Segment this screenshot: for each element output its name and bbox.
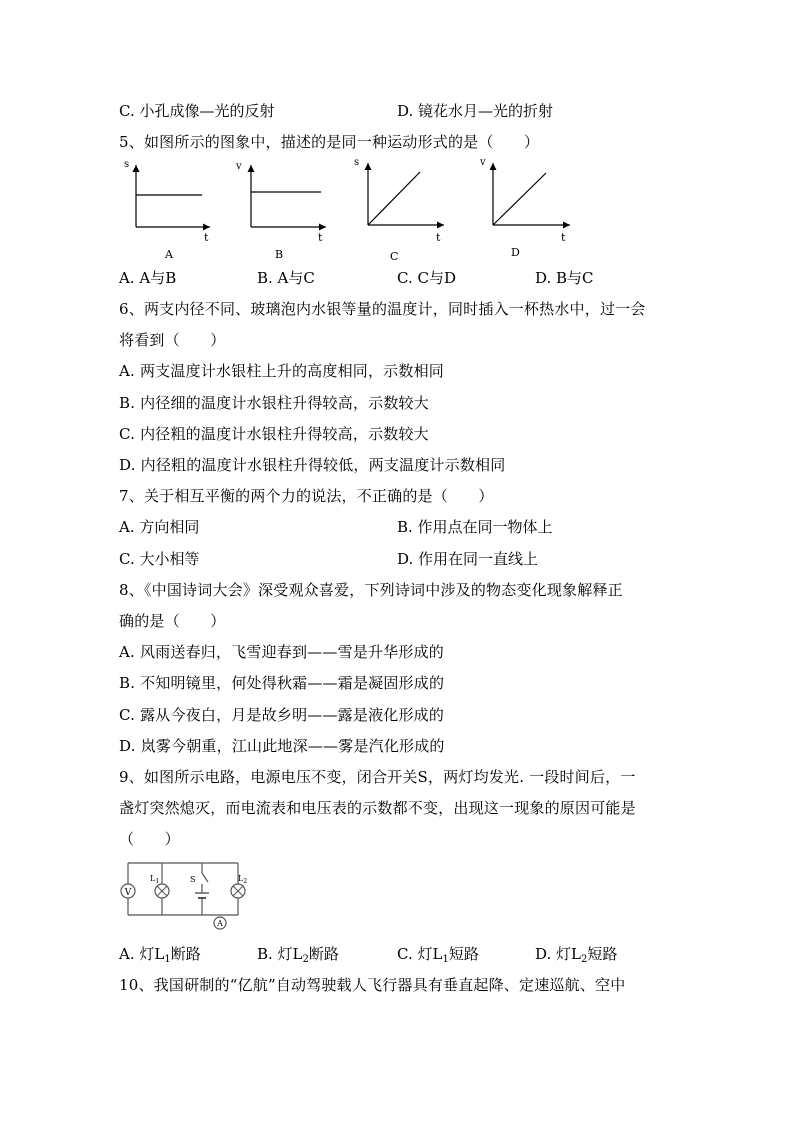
ammeter-label: A	[217, 919, 223, 928]
q8-option-b: B. 不知明镜里，何处得秋霜——霜是凝固形成的	[119, 674, 445, 692]
q6-option-c: C. 内径粗的温度计水银柱升得较高，示数较大	[119, 425, 429, 443]
q8-stem-line1: 8、《中国诗词大会》深受观众喜爱，下列诗词中涉及的物态变化现象解释正	[119, 581, 623, 599]
graph-d-line	[493, 173, 546, 225]
svg-text:L2	[238, 874, 247, 885]
q7-option-c: C. 大小相等	[119, 550, 200, 568]
q9-option-d: D. 灯$L_2$短路	[535, 945, 618, 965]
q9-option-c: C. 灯$L_1$短路	[397, 945, 479, 965]
graph-a-y-label: s	[124, 159, 130, 170]
graph-c-y-label: s	[354, 157, 360, 168]
svg-text:L1	[150, 874, 159, 885]
q6-option-b: B. 内径细的温度计水银柱升得较高，示数较大	[119, 394, 429, 412]
graph-a	[124, 159, 210, 261]
q9-stem-line3: （ ）	[119, 830, 180, 848]
graph-a-label: A	[165, 248, 173, 261]
graph-c-line	[368, 172, 420, 225]
graph-b	[235, 161, 326, 261]
q7-stem: 7、关于相互平衡的两个力的说法，不正确的是（ ）	[119, 487, 494, 505]
q9-option-b: B. 灯$L_2$断路	[257, 945, 339, 965]
lamp-l1-symbol	[150, 874, 169, 898]
q9-stem-line2: 盏灯突然熄灭，而电流表和电压表的示数都不变，出现这一现象的原因可能是	[119, 799, 636, 817]
q7-option-d: D. 作用在同一直线上	[397, 550, 539, 568]
graph-b-y-label: v	[236, 161, 242, 172]
q8-stem-line2: 确的是（ ）	[119, 612, 226, 630]
switch-battery-branch	[190, 863, 209, 915]
voltmeter-label: V	[124, 888, 132, 898]
q6-option-d: D. 内径粗的温度计水银柱升得较低，两支温度计示数相同	[119, 456, 506, 474]
graph-b-label: B	[275, 248, 284, 261]
q9-option-a: A. 灯$L_1$断路	[119, 945, 201, 965]
q5-graphs	[118, 155, 578, 267]
q8-option-d: D. 岚雾今朝重，江山此地深——雾是汽化形成的	[119, 737, 445, 755]
q9-stem-line1: 9、如图所示电路，电源电压不变，闭合开关S，两灯均发光. 一段时间后，一	[119, 768, 636, 786]
voltmeter-symbol	[121, 884, 135, 898]
ammeter-symbol	[214, 915, 226, 929]
graph-d-label: D	[511, 246, 520, 259]
q6-stem-line2: 将看到（ ）	[119, 331, 226, 349]
q8-option-c: C. 露从今夜白，月是故乡明——露是液化形成的	[119, 706, 445, 724]
q4-option-d: D. 镜花水月—光的折射	[397, 102, 554, 120]
graph-c-label: C	[390, 250, 399, 263]
q5-option-a: A. A与B	[119, 269, 177, 287]
q5-option-b: B. A与C	[257, 269, 315, 287]
q4-option-c: C. 小孔成像—光的反射	[119, 102, 275, 120]
q5-option-d: D. B与C	[535, 269, 594, 287]
lamp-l2-symbol	[231, 874, 247, 898]
q8-option-a: A. 风雨送春归，飞雪迎春到——雪是升华形成的	[119, 643, 444, 661]
graph-c-x-label: t	[436, 231, 441, 244]
q7-option-b: B. 作用点在同一物体上	[397, 518, 553, 536]
switch-label: S	[190, 875, 196, 884]
graph-b-x-label: t	[318, 231, 323, 244]
graph-d-y-label: v	[480, 157, 486, 168]
q5-option-c: C. C与D	[397, 269, 456, 287]
graph-d	[479, 157, 570, 259]
graph-a-x-label: t	[204, 231, 209, 244]
graph-d-x-label: t	[561, 231, 566, 244]
q10-stem: 10、我国研制的“亿航”自动驾驶载人飞行器具有垂直起降、定速巡航、空中	[119, 976, 626, 994]
q5-stem: 5、如图所示的图象中，描述的是同一种运动形式的是（ ）	[119, 133, 540, 151]
q9-circuit-diagram	[118, 855, 258, 930]
lamp-l2-sub: 2	[243, 878, 248, 885]
lamp-l1-label: L	[150, 874, 156, 883]
q6-stem-line1: 6、两支内径不同、玻璃泡内水银等量的温度计，同时插入一杯热水中，过一会	[119, 300, 646, 318]
lamp-l2-label: L	[238, 874, 244, 883]
q6-option-a: A. 两支温度计水银柱上升的高度相同，示数相同	[119, 362, 444, 380]
q7-option-a: A. 方向相同	[119, 518, 200, 536]
graph-c	[354, 157, 444, 263]
lamp-l1-sub: 1	[155, 878, 160, 885]
